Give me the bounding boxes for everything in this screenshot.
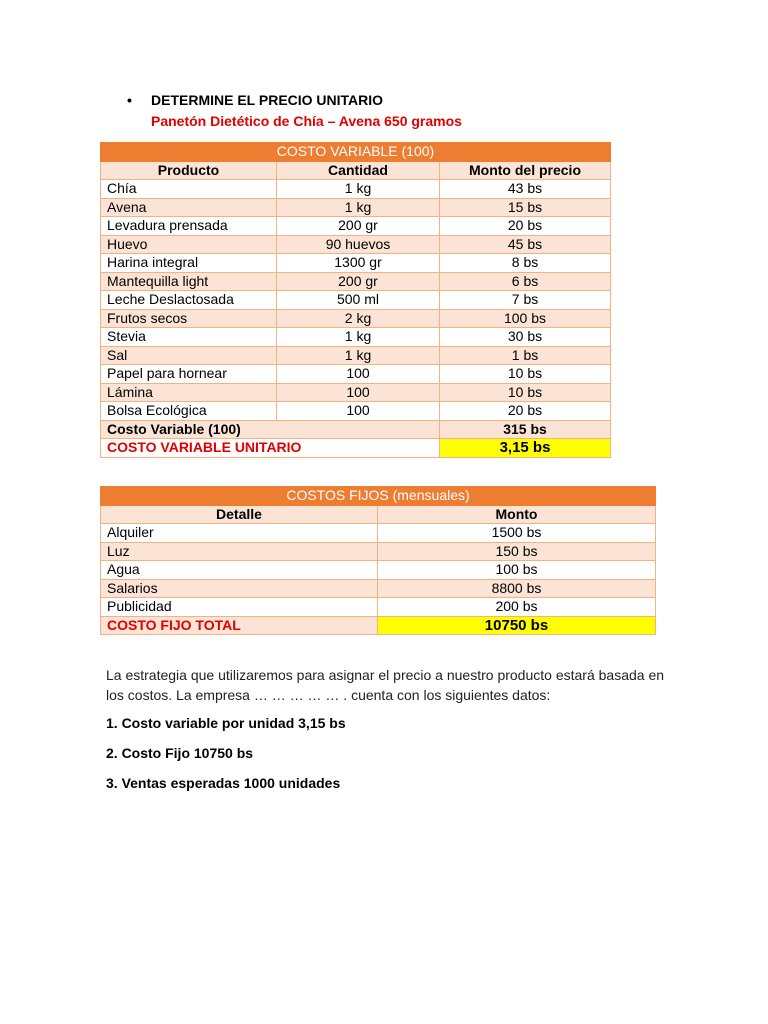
price-cell: 100 bs — [440, 309, 611, 328]
data-point-2: 2. Costo Fijo 10750 bs — [106, 745, 254, 761]
price-cell: 8 bs — [440, 254, 611, 273]
product-subtitle: Panetón Dietético de Chía – Avena 650 gramos — [151, 113, 462, 129]
product-cell: Lámina — [101, 383, 277, 402]
quantity-cell: 1300 gr — [277, 254, 440, 273]
amount-cell: 8800 bs — [378, 579, 656, 598]
quantity-cell: 500 ml — [277, 291, 440, 310]
product-cell: Leche Deslactosada — [101, 291, 277, 310]
variable-cost-table — [100, 142, 611, 458]
table-row — [101, 180, 611, 199]
price-cell: 30 bs — [440, 328, 611, 347]
product-cell: Bolsa Ecológica — [101, 402, 277, 421]
table-row — [101, 598, 656, 617]
page-title: DETERMINE EL PRECIO UNITARIO — [151, 92, 384, 108]
detail-cell: Agua — [101, 561, 378, 580]
unit-cost-value: 3,15 bs — [440, 439, 611, 458]
table-row — [101, 309, 611, 328]
quantity-cell: 1 kg — [277, 198, 440, 217]
fixed-cost-table — [100, 486, 656, 635]
detail-cell: Salarios — [101, 579, 378, 598]
amount-cell: 100 bs — [378, 561, 656, 580]
quantity-cell: 200 gr — [277, 217, 440, 236]
quantity-cell: 100 — [277, 402, 440, 421]
product-cell: Chía — [101, 180, 277, 199]
table-row — [101, 198, 611, 217]
quantity-cell: 1 kg — [277, 328, 440, 347]
table-row — [101, 235, 611, 254]
quantity-cell: 1 kg — [277, 346, 440, 365]
bullet-icon: • — [127, 92, 132, 108]
quantity-cell: 100 — [277, 365, 440, 384]
data-point-3: 3. Ventas esperadas 1000 unidades — [106, 775, 341, 791]
column-header: Detalle — [101, 505, 378, 524]
price-cell: 20 bs — [440, 217, 611, 236]
table-row — [101, 346, 611, 365]
product-cell: Frutos secos — [101, 309, 277, 328]
table-row — [101, 217, 611, 236]
table-header-row — [101, 161, 611, 180]
fixed-total-row — [101, 616, 656, 635]
price-cell: 7 bs — [440, 291, 611, 310]
fixed-total-value: 10750 bs — [378, 616, 656, 635]
amount-cell: 150 bs — [378, 542, 656, 561]
price-cell: 43 bs — [440, 180, 611, 199]
table-row — [101, 365, 611, 384]
table-row — [101, 291, 611, 310]
variable-total-label: Costo Variable (100) — [101, 420, 440, 439]
price-cell: 20 bs — [440, 402, 611, 421]
variable-total-row — [101, 420, 611, 439]
quantity-cell: 1 kg — [277, 180, 440, 199]
data-point-1: 1. Costo variable por unidad 3,15 bs — [106, 715, 346, 731]
table-title-row — [101, 487, 656, 506]
amount-cell: 200 bs — [378, 598, 656, 617]
table-row — [101, 579, 656, 598]
column-header: Monto del precio — [440, 161, 611, 180]
detail-cell: Publicidad — [101, 598, 378, 617]
quantity-cell: 200 gr — [277, 272, 440, 291]
price-cell: 10 bs — [440, 365, 611, 384]
unit-cost-label: COSTO VARIABLE UNITARIO — [101, 439, 440, 458]
product-cell: Levadura prensada — [101, 217, 277, 236]
table-row — [101, 383, 611, 402]
price-cell: 1 bs — [440, 346, 611, 365]
quantity-cell: 90 huevos — [277, 235, 440, 254]
detail-cell: Luz — [101, 542, 378, 561]
quantity-cell: 2 kg — [277, 309, 440, 328]
table-row — [101, 402, 611, 421]
table-row — [101, 542, 656, 561]
fixed-total-label: COSTO FIJO TOTAL — [101, 616, 378, 635]
table-row — [101, 328, 611, 347]
product-cell: Stevia — [101, 328, 277, 347]
column-header: Producto — [101, 161, 277, 180]
price-cell: 10 bs — [440, 383, 611, 402]
price-cell: 45 bs — [440, 235, 611, 254]
product-cell: Harina integral — [101, 254, 277, 273]
table-title-row — [101, 143, 611, 162]
table-header-row — [101, 505, 656, 524]
product-cell: Huevo — [101, 235, 277, 254]
column-header: Monto — [378, 505, 656, 524]
product-cell: Avena — [101, 198, 277, 217]
price-cell: 6 bs — [440, 272, 611, 291]
table-row — [101, 272, 611, 291]
price-cell: 15 bs — [440, 198, 611, 217]
quantity-cell: 100 — [277, 383, 440, 402]
product-cell: Papel para hornear — [101, 365, 277, 384]
detail-cell: Alquiler — [101, 524, 378, 543]
variable-cost-title: COSTO VARIABLE (100) — [101, 143, 611, 162]
unit-cost-row — [101, 439, 611, 458]
variable-total-value: 315 bs — [440, 420, 611, 439]
fixed-cost-title: COSTOS FIJOS (mensuales) — [101, 487, 656, 506]
amount-cell: 1500 bs — [378, 524, 656, 543]
table-row — [101, 254, 611, 273]
column-header: Cantidad — [277, 161, 440, 180]
table-row — [101, 561, 656, 580]
strategy-paragraph: La estrategia que utilizaremos para asignar el precio a nuestro producto estará basada en los costos. La empresa … … … … … . cuenta con los siguientes datos: — [106, 667, 665, 703]
product-cell: Sal — [101, 346, 277, 365]
product-cell: Mantequilla light — [101, 272, 277, 291]
table-row — [101, 524, 656, 543]
